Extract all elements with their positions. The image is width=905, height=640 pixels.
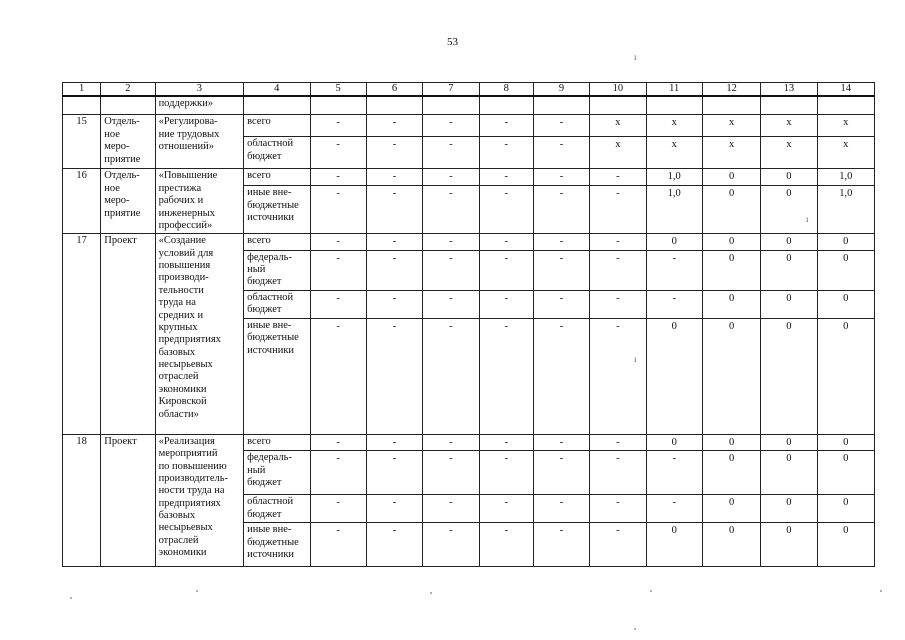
funding-source <box>244 186 310 234</box>
value-cell: - <box>310 169 366 186</box>
value-cell: - <box>366 186 422 234</box>
value-cell: - <box>366 137 422 169</box>
value-cell: x <box>817 137 874 169</box>
value-cell: - <box>310 290 366 318</box>
value-cell: - <box>310 495 366 523</box>
value-cell: - <box>479 451 533 495</box>
column-header: 4 <box>244 83 310 97</box>
value-cell: - <box>479 234 533 250</box>
value-cell: - <box>590 290 646 318</box>
cell-empty <box>423 96 479 115</box>
value-cell: - <box>310 115 366 137</box>
value-cell: 0 <box>817 318 874 434</box>
value-cell: - <box>310 318 366 434</box>
value-cell: - <box>423 495 479 523</box>
value-cell: 1,0 <box>817 186 874 234</box>
value-cell: 0 <box>702 250 760 290</box>
text-line: «Создание <box>158 235 206 247</box>
event-type <box>101 115 155 169</box>
value-cell: - <box>646 290 702 318</box>
value-cell: 0 <box>761 451 817 495</box>
value-cell: - <box>423 250 479 290</box>
text-line: источники <box>247 548 295 560</box>
text-line: «Повышение <box>158 170 218 182</box>
text-line: ние трудовых <box>158 128 220 140</box>
cell-empty <box>646 96 702 115</box>
text-line: отраслей <box>158 371 199 383</box>
value-cell: 0 <box>817 495 874 523</box>
value-cell: x <box>646 115 702 137</box>
text-line: «Регулирова- <box>158 116 218 128</box>
column-header: 12 <box>702 83 760 97</box>
text-line: мероприятий <box>158 448 218 460</box>
value-cell: 1,0 <box>646 169 702 186</box>
text-line: области» <box>158 408 199 420</box>
text-line: Проект <box>104 235 137 247</box>
value-cell: - <box>310 234 366 250</box>
value-cell: - <box>533 250 589 290</box>
value-cell: x <box>590 137 646 169</box>
value-cell: 0 <box>817 434 874 450</box>
value-cell: - <box>533 169 589 186</box>
column-header: 6 <box>366 83 422 97</box>
event-type <box>101 169 155 234</box>
column-header: 10 <box>590 83 646 97</box>
text-line: приятие <box>104 153 141 165</box>
scan-dot <box>634 628 636 630</box>
value-cell: x <box>646 137 702 169</box>
text-line: бюджет <box>247 476 282 488</box>
column-header: 5 <box>310 83 366 97</box>
value-cell: - <box>479 318 533 434</box>
value-cell: - <box>590 495 646 523</box>
text-line: бюджет <box>247 150 282 162</box>
funding-source <box>244 234 310 250</box>
value-cell: - <box>590 169 646 186</box>
text-line: средних и <box>158 309 204 321</box>
value-cell: 0 <box>702 169 760 186</box>
value-cell: - <box>366 290 422 318</box>
text-line: областной <box>247 291 294 303</box>
funding-source <box>244 250 310 290</box>
value-cell: 0 <box>646 434 702 450</box>
funding-source <box>244 495 310 523</box>
value-cell: - <box>310 137 366 169</box>
text-line: Проект <box>104 435 137 447</box>
value-cell: - <box>366 434 422 450</box>
table-row <box>63 115 875 137</box>
text-line: ное <box>104 128 120 140</box>
scan-dot <box>70 597 72 599</box>
text-line: инженерных <box>158 207 216 219</box>
text-line: Кировской <box>158 396 207 408</box>
text-line: меро- <box>104 195 130 207</box>
value-cell: 0 <box>702 434 760 450</box>
text-line: бюджет <box>247 508 282 520</box>
text-line: источники <box>247 212 295 224</box>
value-cell: - <box>590 186 646 234</box>
value-cell: - <box>533 434 589 450</box>
scan-dot <box>430 592 432 594</box>
text-line: предприятиях <box>158 497 221 509</box>
value-cell: 0 <box>702 186 760 234</box>
row-number: 18 <box>63 434 101 566</box>
table-body <box>63 83 875 567</box>
text-line: всего <box>247 235 271 247</box>
text-line: экономики <box>158 383 207 395</box>
value-cell: 0 <box>646 523 702 567</box>
text-line: бюджет <box>247 276 282 288</box>
text-line: отраслей <box>158 534 199 546</box>
value-cell: x <box>590 115 646 137</box>
continuation-text: поддержки» <box>155 96 244 115</box>
value-cell: - <box>423 186 479 234</box>
value-cell: 0 <box>702 290 760 318</box>
value-cell: - <box>590 434 646 450</box>
value-cell: 0 <box>761 290 817 318</box>
text-line: тельности <box>158 284 204 296</box>
value-cell: - <box>533 523 589 567</box>
event-name <box>155 115 244 169</box>
value-cell: - <box>533 495 589 523</box>
cell-empty <box>310 96 366 115</box>
text-line: бюджет <box>247 304 282 316</box>
text-line: всего <box>247 116 271 128</box>
text-line: отношений» <box>158 141 214 153</box>
value-cell: 0 <box>646 234 702 250</box>
funding-source <box>244 434 310 450</box>
text-line: Отдель- <box>104 116 140 128</box>
text-line: «Реализация <box>158 435 215 447</box>
text-line: федераль- <box>247 251 292 263</box>
page-number: 53 <box>447 36 458 48</box>
text-line: условий для <box>158 247 214 259</box>
value-cell: x <box>702 115 760 137</box>
value-cell: - <box>423 137 479 169</box>
text-line: профессий» <box>158 219 213 231</box>
text-line: повышения <box>158 260 211 271</box>
value-cell: x <box>817 115 874 137</box>
value-cell: 0 <box>817 234 874 250</box>
value-cell: x <box>761 115 817 137</box>
text-line: бюджетные <box>247 536 299 548</box>
event-type <box>101 234 155 435</box>
value-cell: - <box>310 523 366 567</box>
value-cell: 0 <box>761 186 817 234</box>
value-cell: - <box>366 234 422 250</box>
value-cell: - <box>533 234 589 250</box>
text-line: иные вне- <box>247 187 292 199</box>
cell-empty <box>761 96 817 115</box>
budget-table <box>62 82 875 567</box>
text-line: труда на <box>158 297 196 309</box>
value-cell: - <box>479 495 533 523</box>
text-line: иные вне- <box>247 319 292 331</box>
header-row <box>63 83 875 97</box>
text-line: экономики <box>158 547 207 559</box>
value-cell: - <box>479 169 533 186</box>
value-cell: - <box>310 434 366 450</box>
value-cell: 0 <box>817 451 874 495</box>
text-line: бюджетные <box>247 199 299 211</box>
text-line: крупных <box>158 321 198 333</box>
cell-empty <box>63 96 101 115</box>
value-cell: 0 <box>646 318 702 434</box>
column-header: 7 <box>423 83 479 97</box>
value-cell: 1,0 <box>817 169 874 186</box>
event-name <box>155 234 244 435</box>
value-cell: - <box>533 137 589 169</box>
column-header: 2 <box>101 83 155 97</box>
value-cell: - <box>479 186 533 234</box>
scan-dot <box>196 590 198 592</box>
value-cell: - <box>423 115 479 137</box>
value-cell: 0 <box>817 290 874 318</box>
text-line: несырьевых <box>158 522 213 534</box>
value-cell: - <box>590 451 646 495</box>
text-line: престижа <box>158 182 202 194</box>
value-cell: - <box>479 434 533 450</box>
value-cell: - <box>533 290 589 318</box>
value-cell: - <box>310 186 366 234</box>
event-name <box>155 434 244 566</box>
cell-empty <box>244 96 310 115</box>
text-line: федераль- <box>247 452 292 464</box>
value-cell: 0 <box>761 250 817 290</box>
continuation-row <box>63 96 875 115</box>
cell-empty <box>533 96 589 115</box>
text-line: ное <box>104 182 120 194</box>
text-line: рабочих и <box>158 195 204 207</box>
text-line: ный <box>247 464 266 476</box>
scan-speck: ı <box>634 52 637 62</box>
value-cell: - <box>590 523 646 567</box>
text-line: несырьевых <box>158 359 213 370</box>
column-header: 8 <box>479 83 533 97</box>
text-line: приятие <box>104 207 141 219</box>
text-line: Отдель- <box>104 170 140 182</box>
value-cell: - <box>423 451 479 495</box>
table-row <box>63 234 875 250</box>
text-line: производи- <box>158 272 209 284</box>
text-line: всего <box>247 170 271 182</box>
funding-source <box>244 115 310 137</box>
value-cell: - <box>479 250 533 290</box>
value-cell: - <box>479 115 533 137</box>
cell-empty <box>817 96 874 115</box>
event-type <box>101 434 155 566</box>
scan-speck: ı <box>806 214 809 224</box>
row-number: 17 <box>63 234 101 435</box>
value-cell: - <box>479 290 533 318</box>
value-cell: 1,0 <box>646 186 702 234</box>
value-cell: - <box>479 523 533 567</box>
value-cell: - <box>366 523 422 567</box>
scan-dot <box>650 590 652 592</box>
value-cell: 0 <box>761 169 817 186</box>
value-cell: - <box>533 451 589 495</box>
value-cell: - <box>423 434 479 450</box>
text-line: меро- <box>104 141 130 153</box>
scan-speck: ı <box>634 354 637 364</box>
value-cell: - <box>590 234 646 250</box>
value-cell: 0 <box>761 318 817 434</box>
funding-source <box>244 318 310 434</box>
value-cell: - <box>646 495 702 523</box>
text-line: иные вне- <box>247 524 292 536</box>
text-line: производитель- <box>158 472 229 484</box>
value-cell: - <box>423 523 479 567</box>
text-line: базовых <box>158 510 196 521</box>
value-cell: 0 <box>761 234 817 250</box>
value-cell: 0 <box>761 434 817 450</box>
value-cell: - <box>423 169 479 186</box>
scan-dot <box>880 590 882 592</box>
text-line: ности труда на <box>158 485 225 497</box>
value-cell: 0 <box>702 234 760 250</box>
funding-source <box>244 451 310 495</box>
funding-source <box>244 523 310 567</box>
column-header: 9 <box>533 83 589 97</box>
value-cell: 0 <box>817 250 874 290</box>
value-cell: 0 <box>817 523 874 567</box>
value-cell: - <box>366 318 422 434</box>
row-number: 16 <box>63 169 101 234</box>
value-cell: 0 <box>702 318 760 434</box>
funding-source <box>244 169 310 186</box>
column-header: 14 <box>817 83 874 97</box>
value-cell: - <box>533 115 589 137</box>
value-cell: - <box>366 250 422 290</box>
value-cell: 0 <box>702 523 760 567</box>
value-cell: - <box>590 318 646 434</box>
value-cell: x <box>761 137 817 169</box>
value-cell: - <box>310 451 366 495</box>
text-line: по повышению <box>158 460 227 472</box>
value-cell: - <box>423 234 479 250</box>
value-cell: - <box>479 137 533 169</box>
cell-empty <box>479 96 533 115</box>
text-line: ный <box>247 264 266 275</box>
text-line: предприятиях <box>158 334 221 346</box>
value-cell: - <box>646 250 702 290</box>
value-cell: - <box>366 115 422 137</box>
cell-empty <box>101 96 155 115</box>
value-cell: - <box>366 169 422 186</box>
column-header: 11 <box>646 83 702 97</box>
funding-source <box>244 290 310 318</box>
value-cell: - <box>533 318 589 434</box>
text-line: бюджетные <box>247 332 299 344</box>
value-cell: 0 <box>702 451 760 495</box>
value-cell: - <box>366 495 422 523</box>
text-line: всего <box>247 435 271 447</box>
column-header: 3 <box>155 83 244 97</box>
text-line: источники <box>247 344 295 356</box>
value-cell: - <box>423 290 479 318</box>
table-row <box>63 169 875 186</box>
text-line: базовых <box>158 346 196 358</box>
text-line: областной <box>247 496 294 508</box>
value-cell: x <box>702 137 760 169</box>
cell-empty <box>366 96 422 115</box>
row-number: 15 <box>63 115 101 169</box>
funding-source <box>244 137 310 169</box>
value-cell: - <box>310 250 366 290</box>
value-cell: 0 <box>702 495 760 523</box>
event-name <box>155 169 244 234</box>
column-header: 1 <box>63 83 101 97</box>
column-header: 13 <box>761 83 817 97</box>
value-cell: - <box>366 451 422 495</box>
text-line: областной <box>247 138 294 150</box>
value-cell: 0 <box>761 523 817 567</box>
table-row <box>63 434 875 450</box>
value-cell: 0 <box>761 495 817 523</box>
value-cell: - <box>646 451 702 495</box>
value-cell: - <box>423 318 479 434</box>
cell-empty <box>702 96 760 115</box>
cell-empty <box>590 96 646 115</box>
value-cell: - <box>590 250 646 290</box>
value-cell: - <box>533 186 589 234</box>
